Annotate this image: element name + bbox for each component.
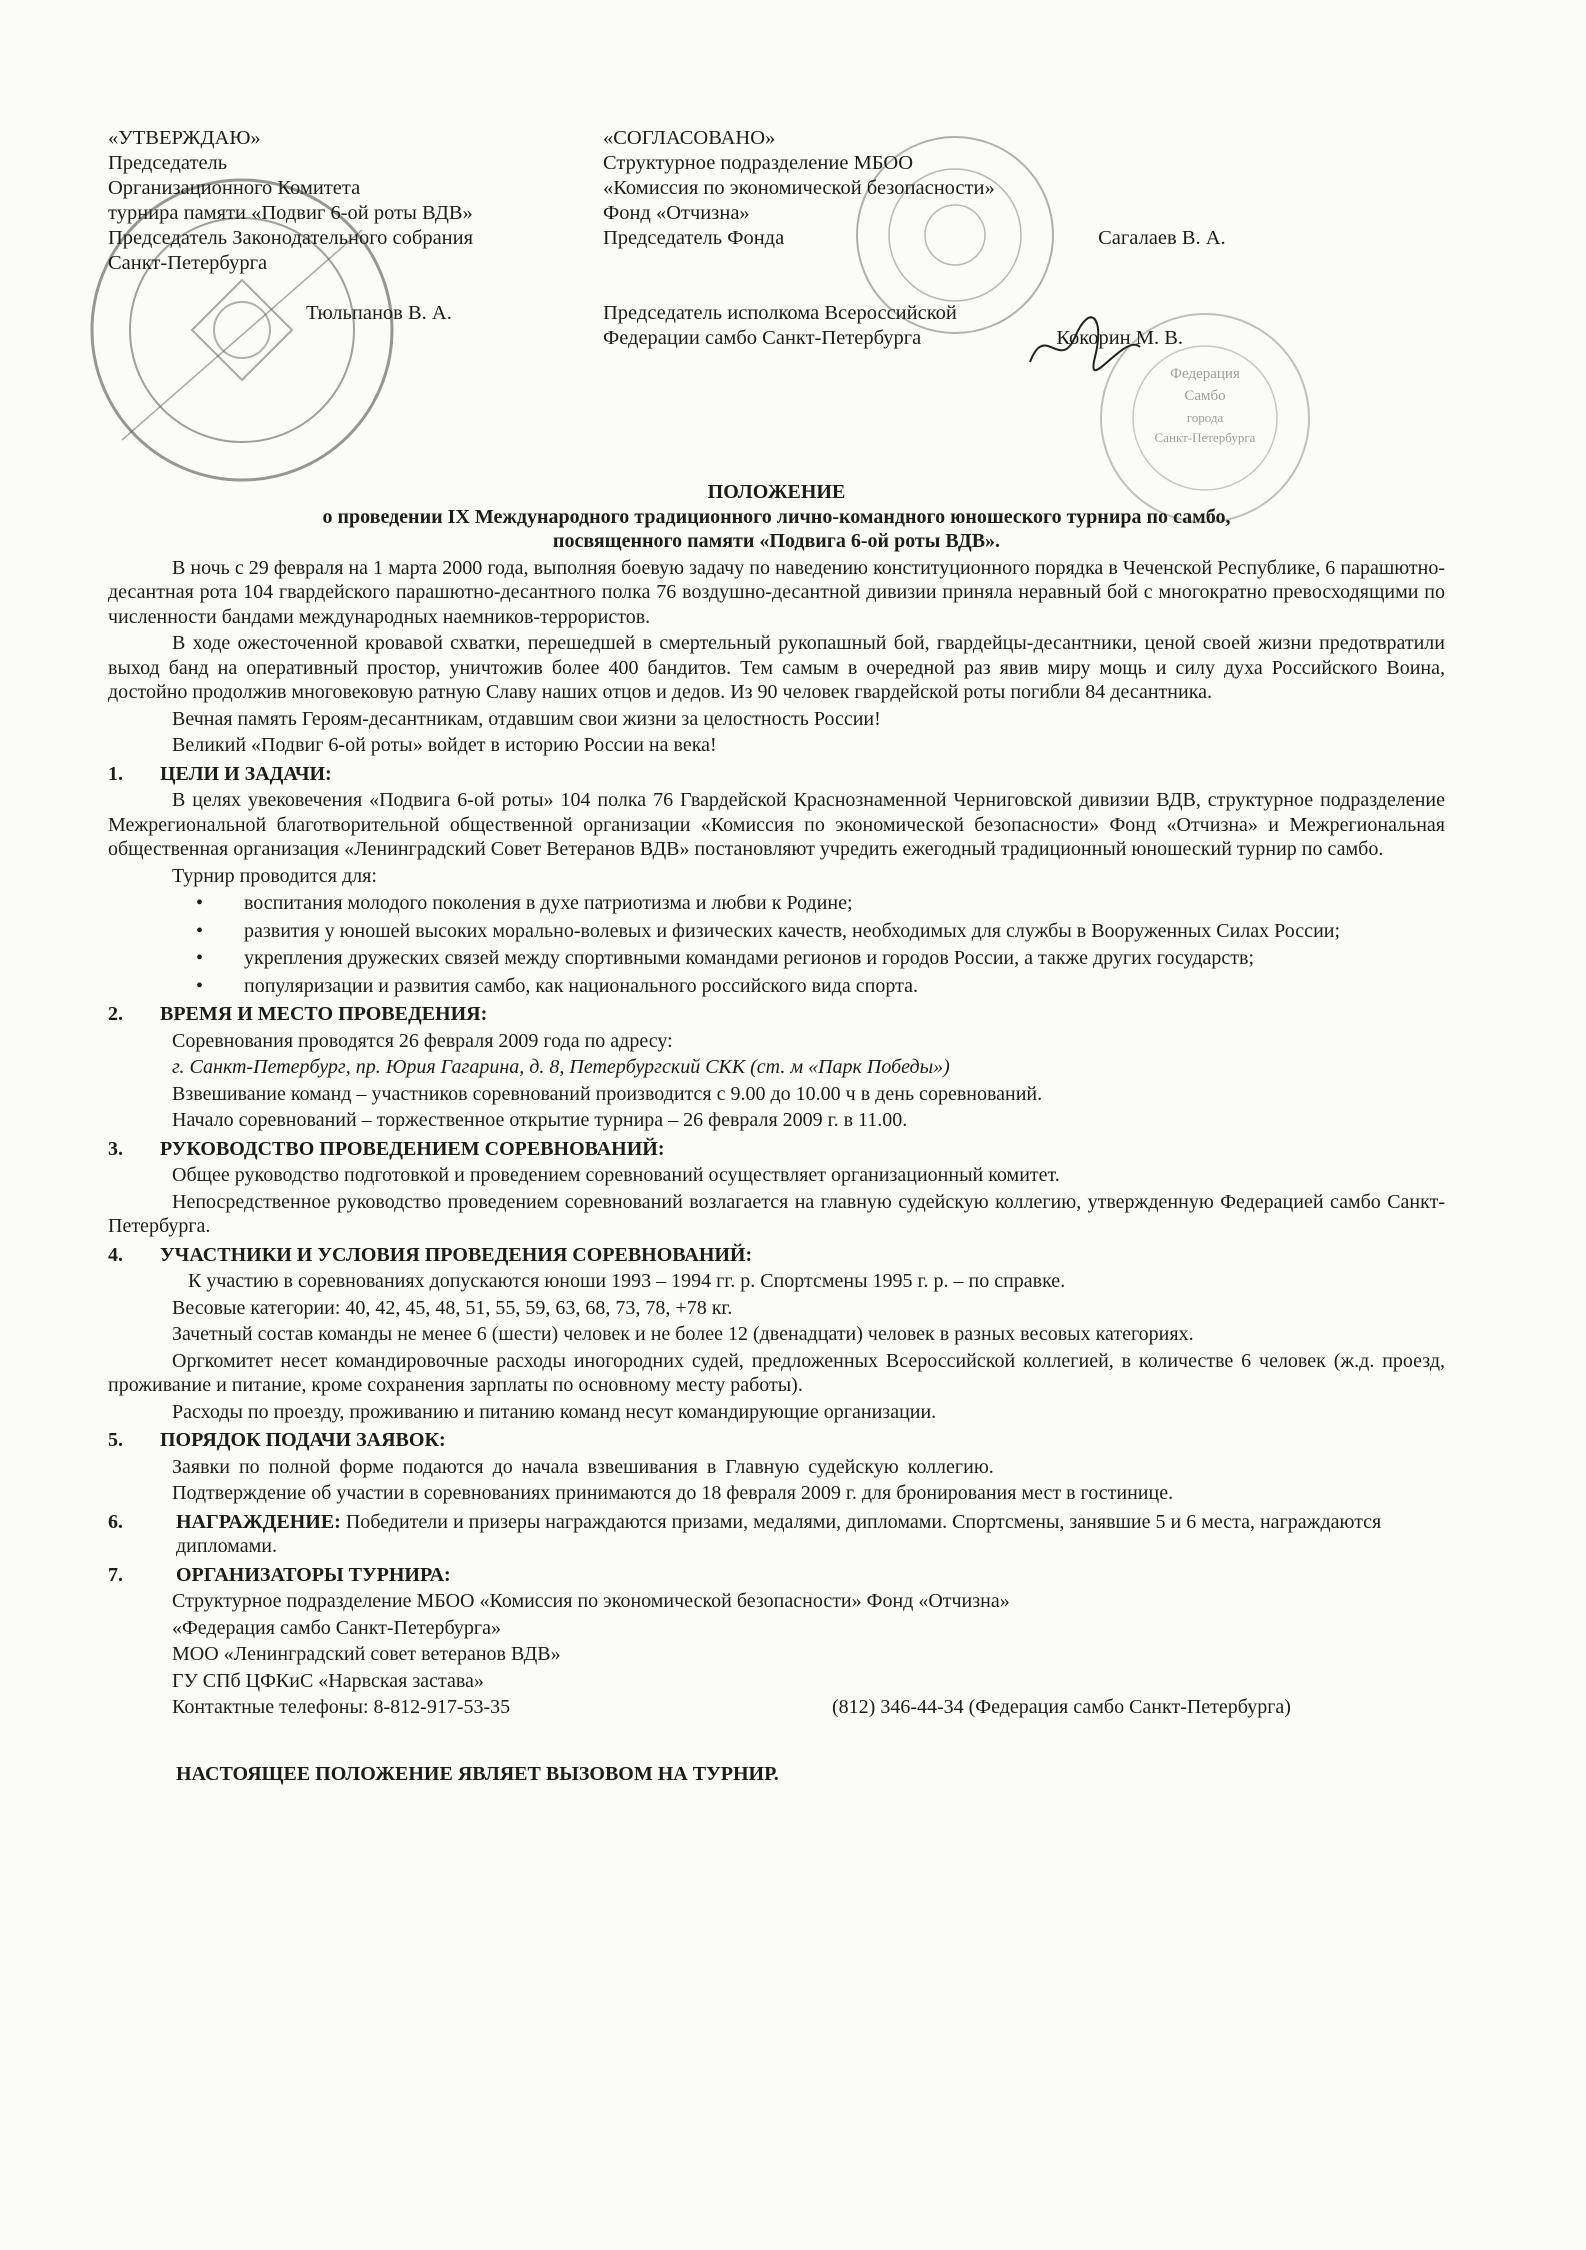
section-heading-applications (108, 1428, 1445, 1453)
section-line: Турнир проводится для: (172, 864, 377, 887)
section-paragraph: Непосредственное руководство проведением соревнований возлагается на главную судейскую коллегию, утвержденную Федерацией самбо Санкт-Петербурга. (108, 1190, 1445, 1237)
doc-title-line: посвященного памяти «Подвига 6-ой роты ВДВ». (552, 530, 1001, 552)
section-title: НАГРАЖДЕНИЕ: (176, 1510, 341, 1533)
exec-name: Кокорин М. В. (1056, 327, 1184, 349)
section-number: 2. (108, 1003, 123, 1025)
section-heading-goals (108, 762, 1445, 787)
section-number: 3. (108, 1137, 123, 1160)
section-heading-time-place (108, 1002, 1445, 1027)
section-number: 5. (108, 1429, 123, 1451)
approval-line: турнира памяти «Подвиг 6-ой роты ВДВ» (108, 202, 473, 224)
section-title: ЦЕЛИ И ЗАДАЧИ: (160, 762, 332, 785)
section-number: 4. (108, 1243, 123, 1266)
closing-statement: НАСТОЯЩЕЕ ПОЛОЖЕНИЕ ЯВЛЯЕТ ВЫЗОВОМ НА ТУРНИР. (176, 1762, 779, 1785)
agreement-line: «Комиссия по экономической безопасности» (603, 177, 995, 199)
contact-phones (108, 1695, 1445, 1720)
section-number: 6. (108, 1510, 123, 1533)
svg-text:Самбо: Самбо (1184, 388, 1226, 404)
list-item: • популяризации и развития самбо, как национального российского вида спорта. (108, 974, 1445, 999)
approval-line: Председатель (108, 152, 228, 174)
section-paragraph: Подтверждение об участии в соревнованиях принимаются до 18 февраля 2009 г. для бронирования мест в гостинице. (172, 1482, 1174, 1504)
exec-label: Федерации самбо Санкт-Петербурга (603, 327, 922, 349)
document-body (108, 480, 1445, 1786)
section-title: ОРГАНИЗАТОРЫ ТУРНИРА: (176, 1563, 451, 1586)
section-awards (108, 1510, 1445, 1559)
section-paragraph: Зачетный состав команды не менее 6 (шести) человек и не более 12 (двенадцати) человек в разных весовых категориях. (172, 1323, 1194, 1345)
fund-chair-label: Председатель Фонда (603, 227, 785, 249)
approval-block (108, 126, 473, 326)
approval-line: Организационного Комитета (108, 177, 361, 199)
svg-text:Федерация: Федерация (1170, 366, 1240, 382)
section-heading-management (108, 1137, 1445, 1162)
section-line: Общее руководство подготовкой и проведением соревнований осуществляет организационный комитет. (172, 1164, 1060, 1186)
section-line: Соревнования проводятся 26 февраля 2009 года по адресу: (172, 1029, 673, 1052)
weight-categories: Весовые категории: 40, 42, 45, 48, 51, 55, 59, 63, 68, 73, 78, +78 кг. (172, 1296, 733, 1319)
intro-paragraph: Вечная память Героям-десантникам, отдавшим свои жизни за целостность России! (172, 707, 881, 730)
agreement-line: Фонд «Отчизна» (603, 202, 750, 224)
section-line: Начало соревнований – торжественное открытие турнира – 26 февраля 2009 г. в 11.00. (172, 1109, 908, 1131)
fund-chair-row (603, 226, 1226, 251)
section-title: ПОРЯДОК ПОДАЧИ ЗАЯВОК: (160, 1429, 446, 1451)
section-paragraph: В целях увековечения «Подвига 6-ой роты» 104 полка 76 Гвардейской Краснознаменной Черниговской дивизии ВДВ, структурное подразделение Межрегиональной благотворительной общественной организации «Комиссия по экономической безопасности» Фонд «Отчизна» и Межрегиональная общественная организация «Ленинградский Совет Ветеранов ВДВ» постановляют учредить ежегодный традиционный юношеский турнир по самбо. (108, 789, 1445, 860)
approval-signature-name: Тюльпанов В. А. (306, 302, 452, 324)
organizer-item: Структурное подразделение МБОО «Комиссия по экономической безопасности» Фонд «Отчизна» (172, 1590, 1010, 1612)
doc-title-line: о проведении IX Международного традиционного лично-командного юношеского турнира по самбо, (322, 505, 1231, 528)
list-item: • воспитания молодого поколения в духе патриотизма и любви к Родине; (108, 891, 1445, 916)
section-title: РУКОВОДСТВО ПРОВЕДЕНИЕМ СОРЕВНОВАНИЙ: (160, 1137, 665, 1160)
doc-heading: ПОЛОЖЕНИЕ (707, 481, 846, 503)
section-heading-participants (108, 1243, 1445, 1268)
list-item: • укрепления дружеских связей между спортивными командами регионов и городов России, а также других государств; (108, 946, 1445, 971)
venue-address: г. Санкт-Петербург, пр. Юрия Гагарина, д. 8, Петербургский СКК (ст. м «Парк Победы») (172, 1056, 950, 1078)
agreement-line: «СОГЛАСОВАНО» (603, 127, 776, 149)
section-line: Заявки по полной форме подаются до начала взвешивания в Главную судейскую коллегию. (172, 1455, 994, 1478)
section-title: УЧАСТНИКИ И УСЛОВИЯ ПРОВЕДЕНИЯ СОРЕВНОВАНИЙ: (160, 1243, 753, 1266)
agreement-block (603, 126, 1226, 351)
organizer-item: ГУ СПб ЦФКиС «Нарвская застава» (172, 1669, 484, 1692)
section-line: К участию в соревнованиях допускаются юноши 1993 – 1994 гг. р. Спортсмены 1995 г. р. – по справке. (188, 1270, 1066, 1292)
section-number: 7. (108, 1563, 123, 1586)
section-line: Расходы по проезду, проживанию и питанию команд несут командирующие организации. (172, 1400, 937, 1423)
section-line: Взвешивание команд – участников соревнований производится с 9.00 до 10.00 ч в день соревнований. (172, 1082, 1043, 1105)
section-title: ВРЕМЯ И МЕСТО ПРОВЕДЕНИЯ: (160, 1003, 488, 1025)
agreement-line: Структурное подразделение МБОО (603, 152, 914, 174)
organizer-item: «Федерация самбо Санкт-Петербурга» (172, 1616, 501, 1639)
intro-paragraph: В ходе ожесточенной кровавой схватки, перешедшей в смертельный рукопашный бой, гвардейцы-десантники, ценой своей жизни предотвратили выход банд на оперативный простор, уничтожив более 400 бандитов. Тем самым в очередной раз явив миру мощь и силу духа Российского Воина, достойно продолжив многовековую ратную Славу наших отцов и дедов. Из 90 человек гвардейской роты погибли 84 десантника. (108, 632, 1445, 703)
section-number: 1. (108, 762, 123, 785)
intro-paragraph: В ночь с 29 февраля на 1 марта 2000 года, выполняя боевую задачу по наведению конституционного порядка в Чеченской Республике, 6 парашютно-десантная рота 104 гвардейского парашютно-десантного полка 76 воздушно-десантной дивизии приняла неравный бой с многократно превосходящими по численности бандами международных наемников-террористов. (108, 556, 1445, 628)
contact-phone-federation: (812) 346-44-34 (Федерация самбо Санкт-Петербурга) (832, 1696, 1291, 1718)
organizer-item: МОО «Ленинградский совет ветеранов ВДВ» (172, 1643, 561, 1665)
exec-row (603, 326, 1226, 351)
exec-line: Председатель исполкома Всероссийской (603, 302, 957, 324)
list-item: • развития у юношей высоких морально-волевых и физических качеств, необходимых для службы в Вооруженных Силах России; (108, 919, 1445, 944)
contact-phone-primary: Контактные телефоны: 8-812-917-53-35 (172, 1696, 511, 1718)
svg-text:Санкт-Петербурга: Санкт-Петербурга (1154, 430, 1256, 445)
awards-text: Победители и призеры награждаются призами, медалями, дипломами. Спортсмены, занявшие 5 и 6 места, награждаются дипломами. (176, 1510, 1382, 1557)
section-paragraph: Оргкомитет несет командировочные расходы иногородних судей, предложенных Всероссийской коллегией, в количестве 6 человек (ж.д. проезд, проживание и питание, кроме сохранения зарплаты по основному месту работы). (108, 1349, 1445, 1396)
approval-line: Председатель Законодательного собрания (108, 227, 474, 249)
approval-line: Санкт-Петербурга (108, 252, 268, 274)
intro-paragraph: Великий «Подвиг 6-ой роты» войдет в историю России на века! (172, 734, 717, 756)
goals-list (108, 891, 1445, 998)
section-heading-organizers (108, 1563, 1445, 1588)
approval-line: «УТВЕРЖДАЮ» (108, 127, 261, 149)
fund-chair-name: Сагалаев В. А. (1098, 227, 1226, 249)
svg-text:города: города (1186, 410, 1224, 425)
